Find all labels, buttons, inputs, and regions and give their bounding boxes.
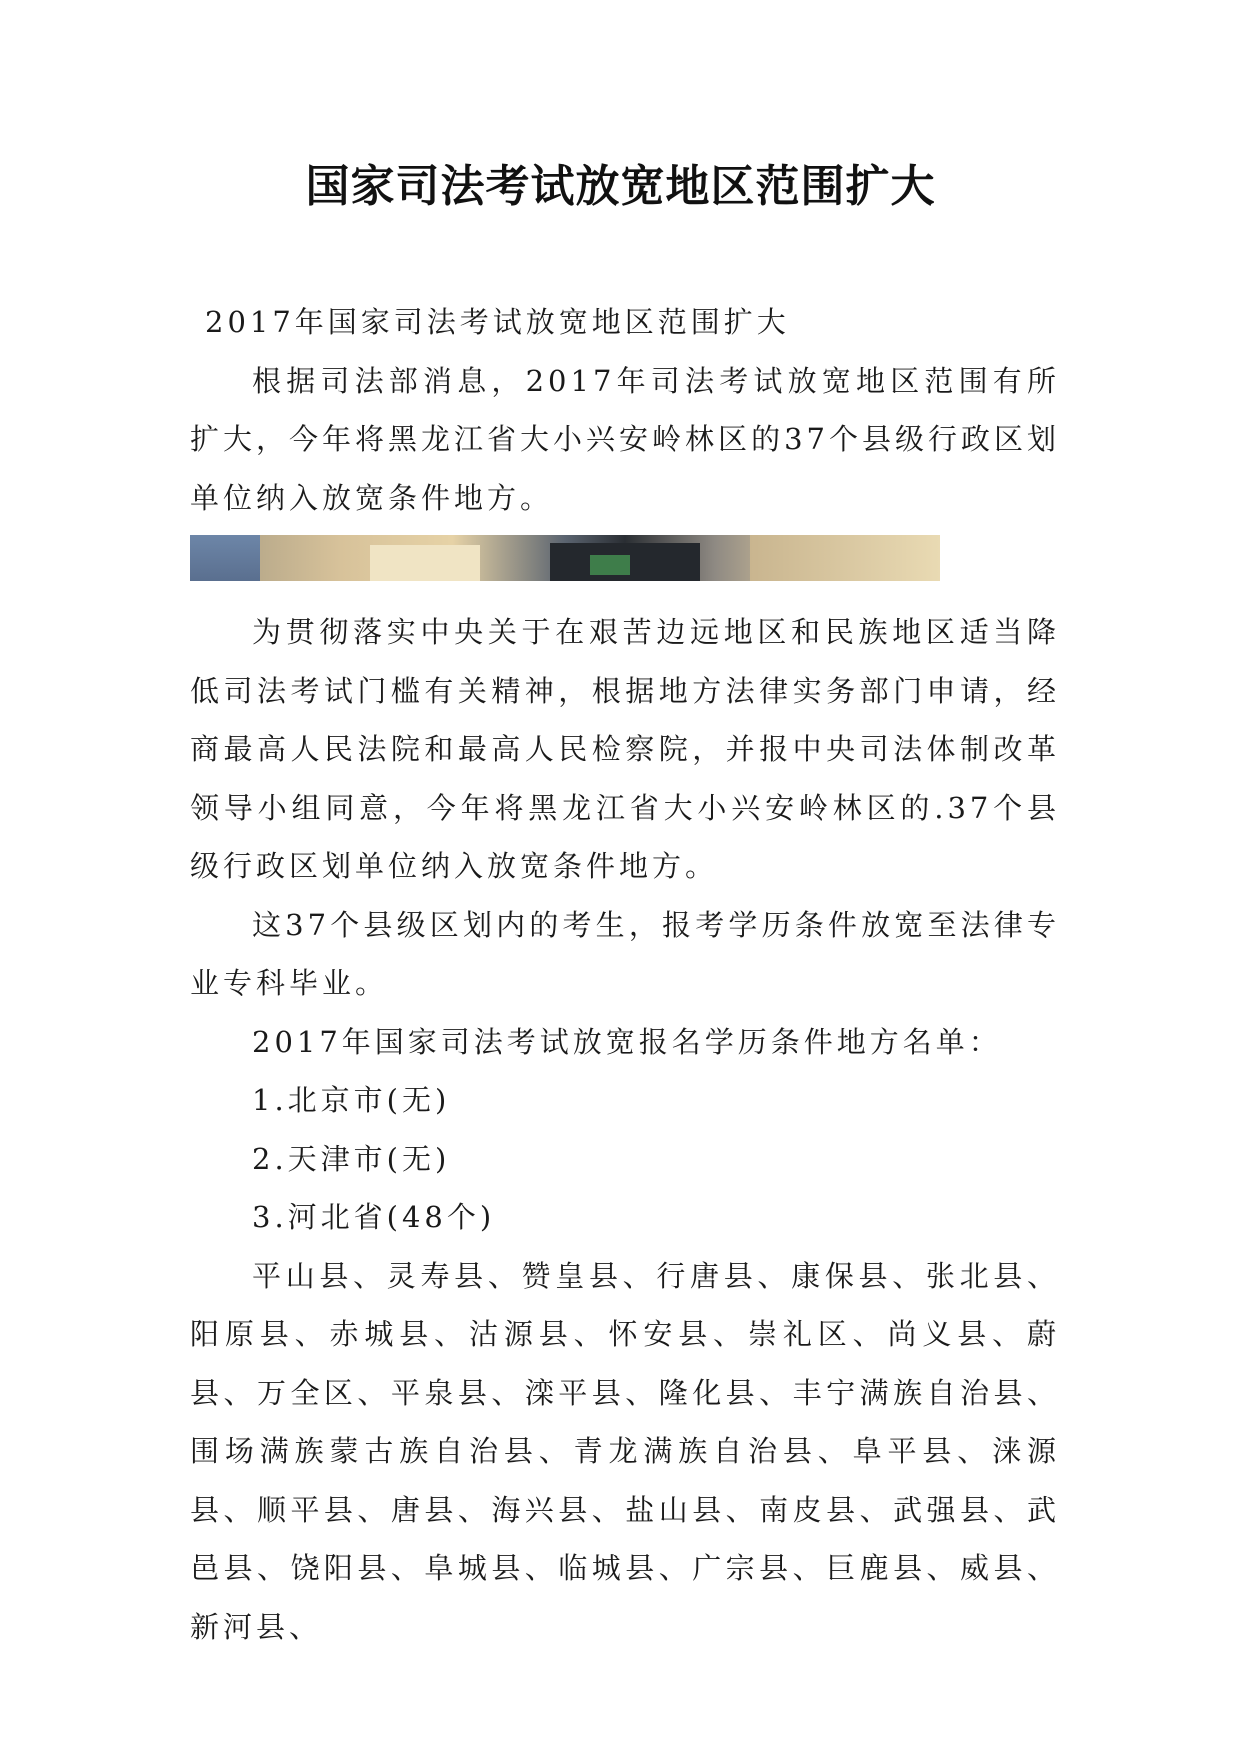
paragraph-1: 根据司法部消息，2017年司法考试放宽地区范围有所扩大，今年将黑龙江省大小兴安岭林区的37个县级行政区划单位纳入放宽条件地方。 [190, 363, 1060, 515]
paragraph-3: 这37个县级区划内的考生，报考学历条件放宽至法律专业专科毕业。 [190, 907, 1060, 1000]
document-subtitle: 2017年国家司法考试放宽地区范围扩大 [205, 305, 790, 339]
document-body [190, 293, 1060, 1656]
hebei-county-list: 平山县、灵寿县、赞皇县、行唐县、康保县、张北县、阳原县、赤城县、沽源县、怀安县、崇礼区、尚义县、蔚县、万全区、平泉县、滦平县、隆化县、丰宁满族自治县、围场满族蒙古族自治县、青龙满族自治县、阜平县、涞源县、顺平县、唐县、海兴县、盐山县、南皮县、武强县、武邑县、饶阳县、阜城县、临城县、广宗县、巨鹿县、威县、新河县、 [190, 1258, 1060, 1644]
embedded-photo-strip [190, 535, 940, 581]
document-title: 国家司法考试放宽地区范围扩大 [305, 161, 936, 212]
list-intro: 2017年国家司法考试放宽报名学历条件地方名单： [252, 1024, 1002, 1059]
paragraph-2: 为贯彻落实中央关于在艰苦边远地区和民族地区适当降低司法考试门槛有关精神，根据地方法律实务部门申请，经商最高人民法院和最高人民检察院，并报中央司法体制改革领导小组同意，今年将黑龙江省大小兴安岭林区的.37个县级行政区划单位纳入放宽条件地方。 [190, 615, 1060, 883]
list-item-hebei: 3.河北省(48个) [252, 1200, 496, 1234]
list-item-beijing: 1.北京市(无) [252, 1083, 451, 1117]
list-item-tianjin: 2.天津市(无) [252, 1141, 451, 1176]
